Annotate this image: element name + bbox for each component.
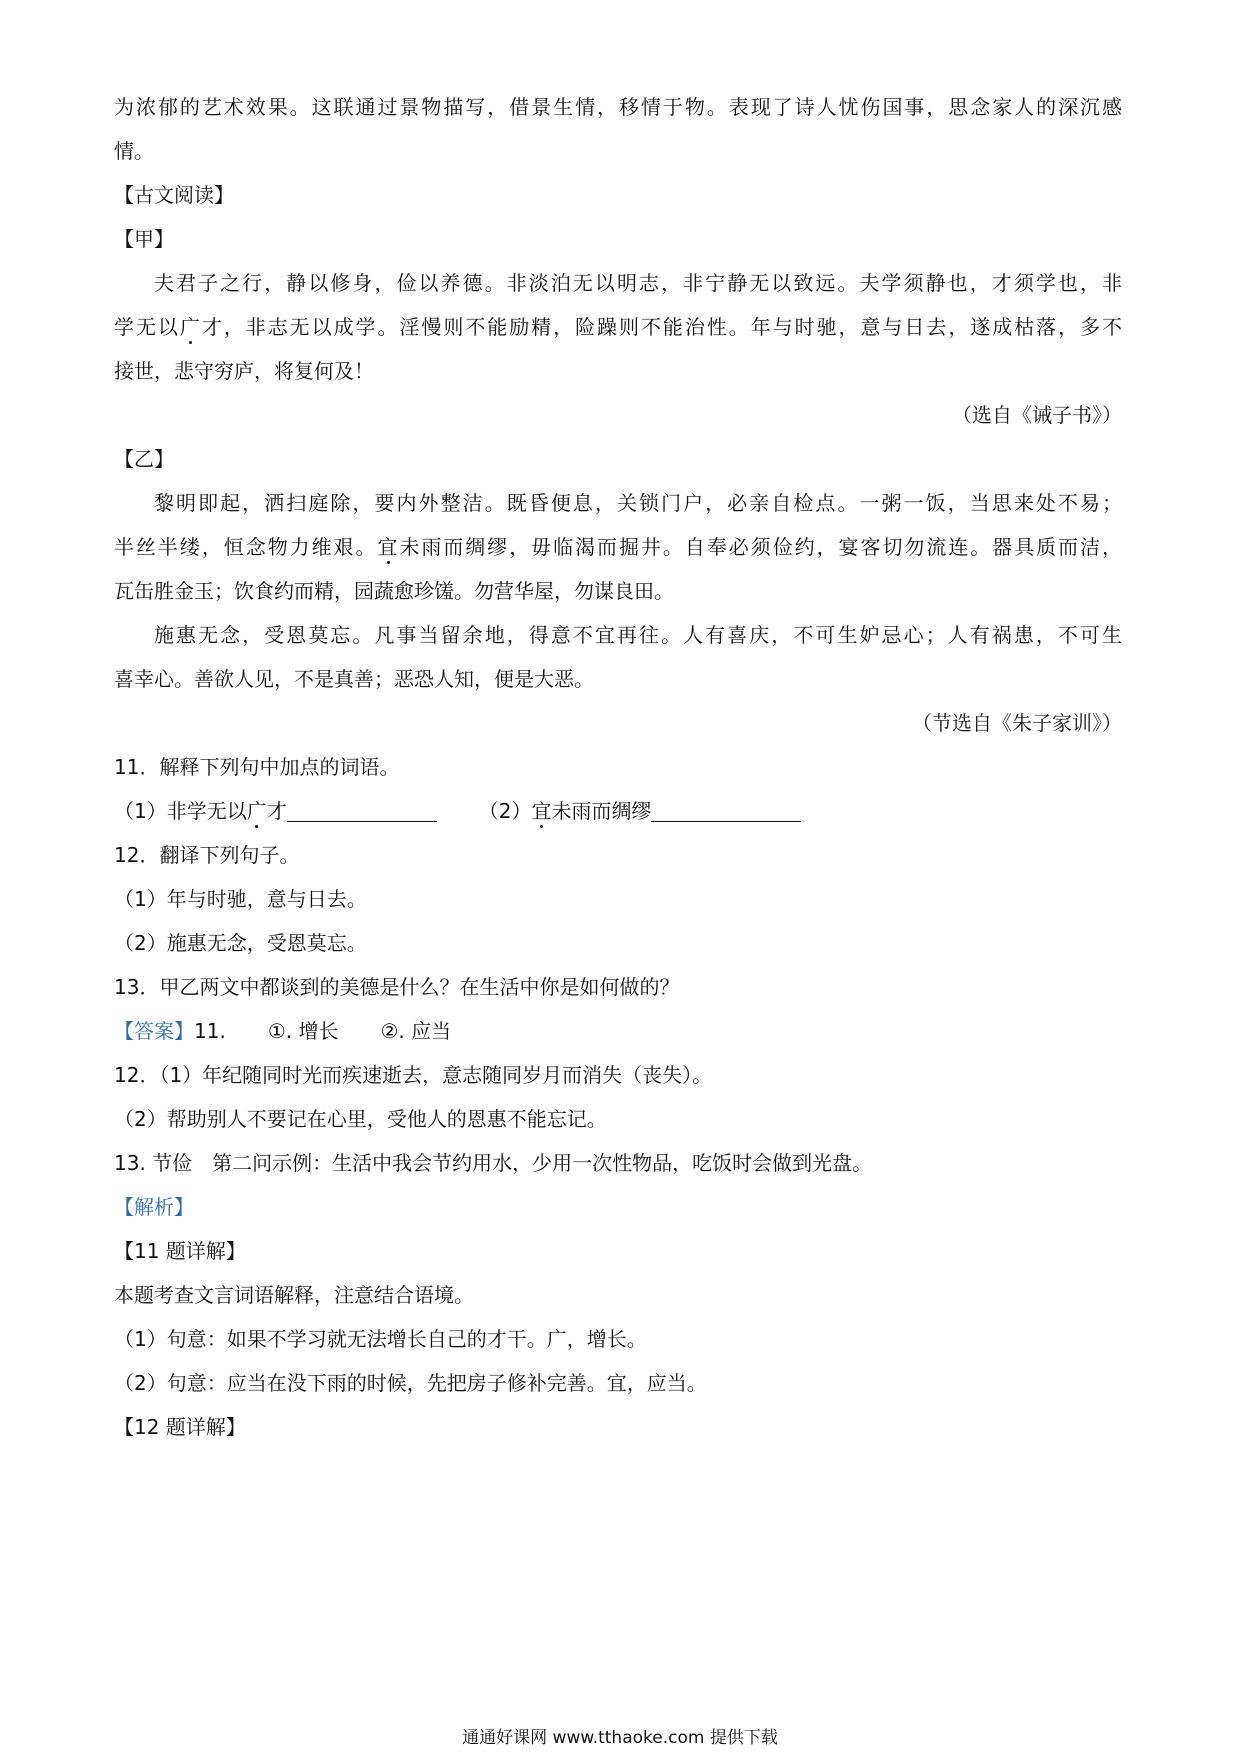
answer-q11-num: 11. (194, 1019, 226, 1043)
analysis-q11-title: 【11 题详解】 (114, 1239, 246, 1263)
question-11-items (114, 796, 1122, 826)
question-11-stem: 11．解释下列句中加点的词语。 (114, 755, 400, 779)
footer-url[interactable]: www.tthaoke.com (552, 1728, 705, 1748)
answer-q12-line-2: （2）帮助别人不要记在心里，受他人的恩惠不能忘记。 (114, 1107, 607, 1131)
question-12-item-1: （1）年与时驰，意与日去。 (114, 887, 367, 911)
passage-a-source: （选自《诫子书》） (952, 403, 1122, 427)
q11-item-1-before: （1）非学无以 (114, 799, 247, 823)
passage-a-label: 【甲】 (114, 227, 174, 251)
analysis-q11-item-2: （2）句意：应当在没下雨的时候，先把房子修补完善。宜，应当。 (114, 1371, 707, 1395)
analysis-q11-intro: 本题考查文言词语解释，注意结合语境。 (114, 1283, 474, 1307)
passage-b-p1-line-2-after: 未雨而绸缪，毋临渴而掘井。自奉必须俭约，宴客切勿流连。器具质而洁， (399, 535, 1123, 559)
passage-b-source: （节选自《朱子家训》） (912, 711, 1122, 735)
q11-item-1-after: 才 (266, 799, 287, 823)
emphasis-dot-word: 宜 (377, 535, 400, 559)
answer-blank-1[interactable] (287, 799, 437, 822)
q11-item-2-after: 未雨而绸缪 (551, 799, 652, 823)
passage-b-p1-line-3: 瓦缶胜金玉；饮食约而精，园蔬愈珍馐。勿营华屋，勿谋良田。 (114, 579, 674, 603)
passage-b-p1-line-1: 黎明即起，洒扫庭除，要内外整洁。既昏便息，关锁门户，必亲自检点。一粥一饭，当思来处不易； (154, 491, 1122, 515)
passage-b-p1-line-2 (114, 532, 1122, 562)
passage-a-line-2-before: 学无以 (114, 315, 180, 339)
passage-a-line-2-after: 才，非志无以成学。淫慢则不能励精，险躁则不能治性。年与时驰，意与日去，遂成枯落，多不 (201, 315, 1123, 339)
footer-suffix: 提供下载 (709, 1728, 778, 1748)
footer-site-name: 通通好课网 (462, 1728, 548, 1748)
answer-tag: 【答案】 (114, 1019, 194, 1043)
answer-q11-a2: ②. 应当 (380, 1019, 452, 1043)
answer-q11-a1: ①. 增长 (267, 1019, 339, 1043)
answer-q13-line: 13. 节俭 第二问示例：生活中我会节约用水，少用一次性物品，吃饭时会做到光盘。 (114, 1151, 873, 1175)
answer-q11-line (114, 1016, 1122, 1046)
answer-blank-2[interactable] (651, 799, 801, 822)
analysis-tag: 【解析】 (114, 1195, 194, 1219)
passage-b-p1-line-2-before: 半丝半缕，恒念物力维艰。 (114, 535, 378, 559)
q11-item-2-before: （2） (478, 799, 532, 823)
question-12-item-2: （2）施惠无念，受恩莫忘。 (114, 931, 367, 955)
intro-line-2: 情。 (114, 139, 154, 163)
answer-q12-line-1: 12．（1）年纪随同时光而疾速逝去，意志随同岁月而消失（丧失）。 (114, 1063, 713, 1087)
question-12-stem: 12．翻译下列句子。 (114, 843, 300, 867)
emphasis-dot-word: 宜 (531, 799, 552, 823)
passage-a-line-1: 夫君子之行，静以修身，俭以养德。非淡泊无以明志，非宁静无以致远。夫学须静也，才须学也，非 (154, 271, 1122, 295)
analysis-q11-item-1: （1）句意：如果不学习就无法增长自己的才干。广，增长。 (114, 1327, 647, 1351)
question-13-stem: 13．甲乙两文中都谈到的美德是什么？在生活中你是如何做的？ (114, 975, 680, 999)
analysis-q12-title: 【12 题详解】 (114, 1415, 246, 1439)
passage-b-p2-line-2: 喜幸心。善欲人见，不是真善；恶恐人知，便是大恶。 (114, 667, 594, 691)
emphasis-dot-word: 广 (179, 315, 202, 339)
intro-line-1: 为浓郁的艺术效果。这联通过景物描写，借景生情，移情于物。表现了诗人忧伤国事，思念家人的深沉感 (114, 95, 1122, 119)
section-title: 【古文阅读】 (114, 183, 234, 207)
passage-b-label: 【乙】 (114, 447, 174, 471)
page-footer (0, 1727, 1240, 1749)
passage-a-line-3: 接世，悲守穷庐，将复何及！ (114, 359, 374, 383)
emphasis-dot-word: 广 (246, 799, 267, 823)
passage-b-p2-line-1: 施惠无念，受恩莫忘。凡事当留余地，得意不宜再往。人有喜庆，不可生妒忌心；人有祸患，不可生 (154, 623, 1122, 647)
passage-a-line-2 (114, 312, 1122, 342)
